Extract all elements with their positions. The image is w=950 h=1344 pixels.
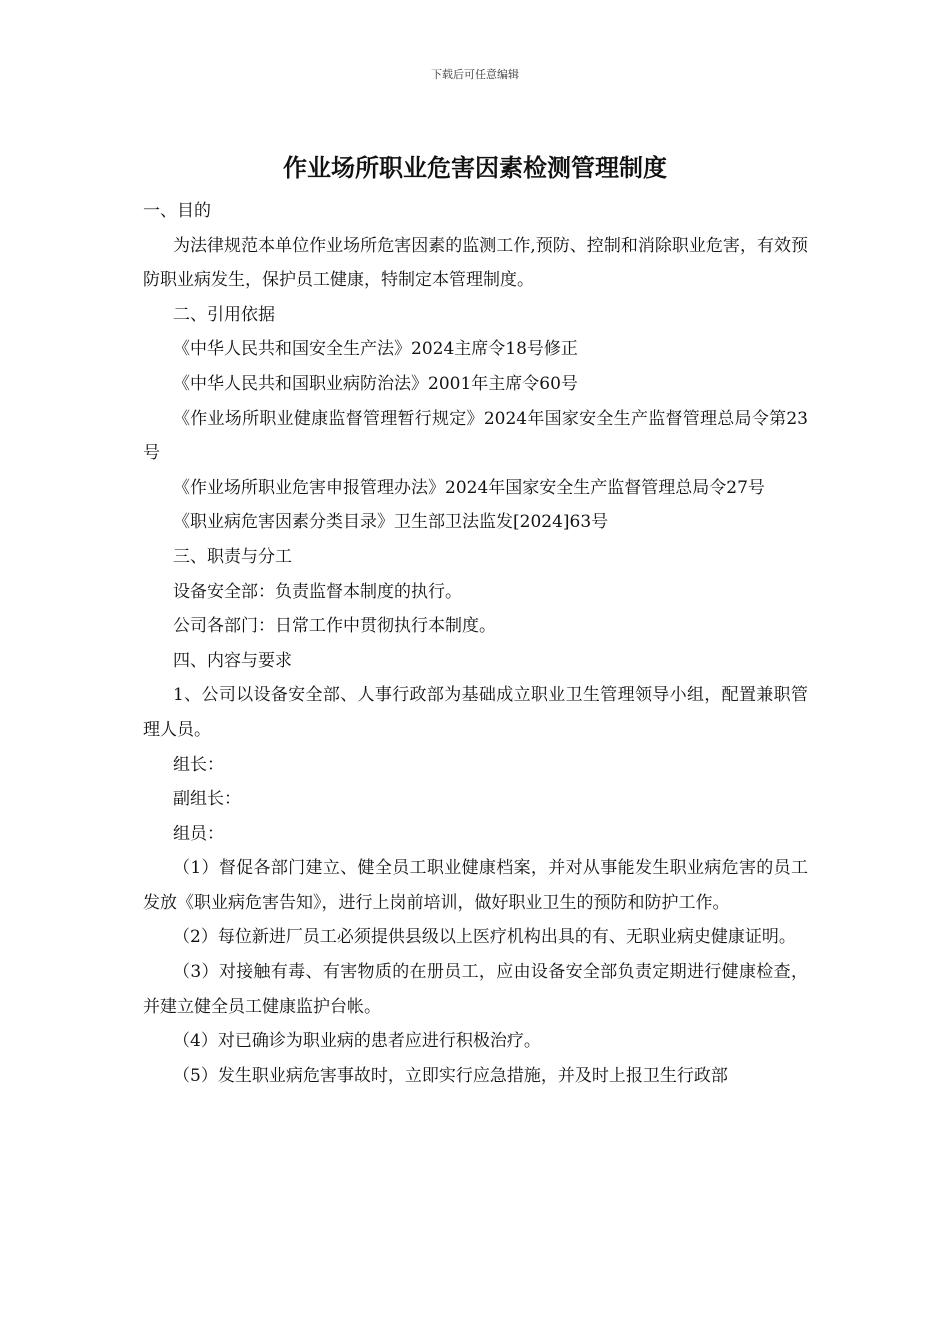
document-body: [143, 194, 808, 1093]
reference-item: 《作业场所职业危害申报管理办法》2024年国家安全生产监督管理总局令27号: [173, 477, 765, 498]
section-heading-references: 二、引用依据: [173, 304, 275, 325]
members-line: 组员：: [173, 823, 224, 844]
section-heading-requirements: 四、内容与要求: [173, 650, 292, 671]
requirement-subitem: （5）发生职业病危害事故时，立即实行应急措施，并及时上报卫生行政部: [173, 1065, 728, 1086]
requirement-subitem: （2）每位新进厂员工必须提供县级以上医疗机构出具的有、无职业病史健康证明。: [173, 927, 796, 948]
requirement-subitem: （1）督促各部门建立、健全员工职业健康档案，并对从事能发生职业病危害的员工发放《职业病危害告知》，进行上岗前培训，做好职业卫生的预防和防护工作。: [143, 858, 808, 913]
requirement-subitem: （3）对接触有毒、有害物质的在册员工，应由设备安全部负责定期进行健康检查，并建立健全员工健康监护台帐。: [143, 962, 808, 1017]
requirement-item: 1、公司以设备安全部、人事行政部为基础成立职业卫生管理领导小组，配置兼职管理人员。: [143, 685, 808, 740]
requirement-subitem: （4）对已确诊为职业病的患者应进行积极治疗。: [173, 1031, 541, 1052]
document-title: 作业场所职业危害因素检测管理制度: [283, 153, 667, 182]
reference-item: 《职业病危害因素分类目录》卫生部卫法监发[2024]63号: [173, 512, 609, 533]
page-header-note: 下载后可任意编辑: [431, 68, 519, 81]
paragraph-purpose: 为法律规范本单位作业场所危害因素的监测工作,预防、控制和消除职业危害，有效预防职业病发生，保护员工健康，特制定本管理制度。: [143, 235, 808, 291]
section-heading-responsibilities: 三、职责与分工: [173, 546, 292, 567]
deputy-leader-line: 副组长：: [173, 789, 241, 810]
responsibility-item: 公司各部门：日常工作中贯彻执行本制度。: [173, 616, 496, 637]
reference-item: 《作业场所职业健康监督管理暂行规定》2024年国家安全生产监督管理总局令第23号: [143, 408, 808, 464]
group-leader-line: 组长：: [173, 754, 224, 775]
reference-item: 《中华人民共和国职业病防治法》2001年主席令60号: [173, 373, 578, 394]
reference-item: 《中华人民共和国安全生产法》2024主席令18号修正: [173, 339, 578, 360]
responsibility-item: 设备安全部：负责监督本制度的执行。: [173, 581, 462, 602]
section-heading-purpose: 一、目的: [143, 201, 211, 221]
